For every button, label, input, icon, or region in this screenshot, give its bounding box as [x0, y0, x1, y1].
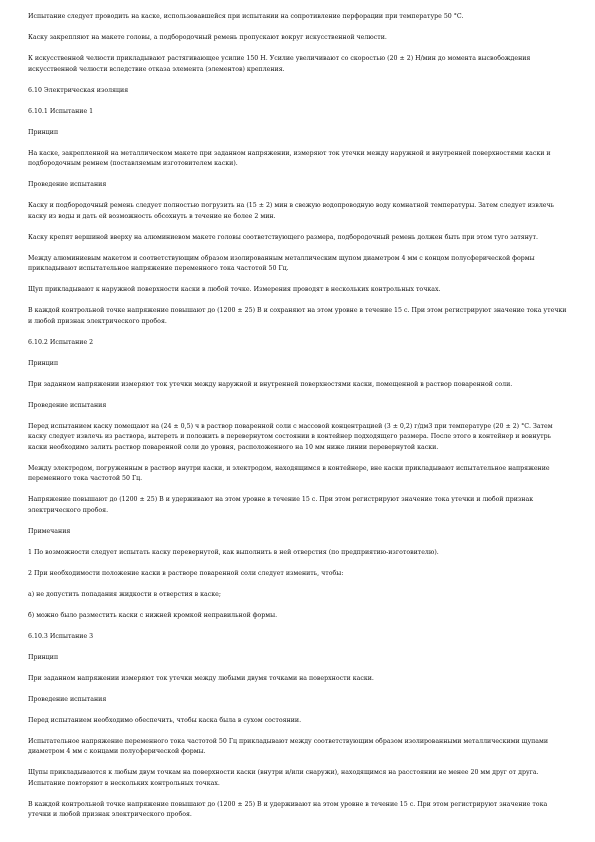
paragraph: В каждой контрольной точке напряжение повышают до (1200 ± 25) В и удерживают на этом уровне в течение 15 с. При этом регистрируют значение тока утечки и любой признак электрического пробоя.	[28, 800, 548, 818]
paragraph: Каску и подбородочный ремень следует полностью погрузить на (15 ± 2) мин в свежую водопроводную воду комнатной температуры. Затем следует извлечь каску из воды и дать ей возможность обсохнуть в течение не более 2 мин.	[28, 202, 555, 220]
paragraph: При заданном напряжении измеряют ток утечки между любыми двумя точками на поверхности каски.	[28, 674, 374, 682]
paragraph: Испытание следует проводить на каске, использовавшейся при испытании на сопротивление перфорации при температуре 50 °С.	[28, 13, 464, 20]
subheading: Примечания	[28, 527, 71, 535]
subheading: Проведение испытания	[28, 695, 107, 703]
subheading: Проведение испытания	[28, 181, 107, 188]
paragraph: Каску крепят вершиной вверху на алюминиевом макете головы соответствующего размера, подбородочный ремень должен быть при этом туго затянут.	[28, 233, 539, 241]
paragraph: В каждой контрольной точке напряжение повышают до (1200 ± 25) В и сохраняют на этом уровне в течение 15 с. При этом регистрируют значение тока утечки и любой признак электрического пробоя.	[28, 307, 567, 325]
subsection-heading: 6.10.3 Испытание 3	[28, 632, 94, 640]
list-item: б) можно было разместить каски с нижней кромкой неправильной формы.	[28, 611, 278, 619]
paragraph: Перед испытанием каску помещают на (24 ± 0,5) ч в раствор поваренной соли с массовой концентрацией (3 ± 0,2) г/дм3 при температуре (20 ± 2) °С. Затем каску следует извлечь из раствора, вытереть и положить в перевернутом состоянии в контейнер подходящего размера. После этого в контейнер и вовнутрь каски необходимо залить раствор поваренной соли до уровня, расположенного на 10 мм ниже линии перевернутой каски.	[28, 422, 553, 451]
subsection-heading: 6.10.1 Испытание 1	[28, 107, 94, 115]
paragraph: При заданном напряжении измеряют ток утечки между наружной и внутренней поверхностями каски, помещенной в раствор поваренной соли.	[28, 380, 513, 388]
list-item: а) не допустить попадания жидкости в отверстия в каске;	[28, 590, 221, 598]
document-page	[28, 12, 568, 831]
section-heading: 6.10 Электрическая изоляция	[28, 86, 129, 94]
paragraph: Перед испытанием необходимо обеспечить, чтобы каска была в сухом состоянии.	[28, 716, 302, 724]
paragraph: На каске, закрепленной на металлическом макете при заданном напряжении, измеряют ток утечки между наружной и внутренней поверхностями каски и подбородочным ремнем (поставляемым изготовителем каски).	[28, 149, 551, 167]
paragraph: Щупы прикладываются к любым двум точкам на поверхности каски (внутри и/или снаружи), находящимся на расстоянии не менее 20 мм друг от друга. Испытание повторяют в нескольких контрольных точках.	[28, 769, 539, 787]
subheading: Принцип	[28, 653, 59, 661]
subheading: Принцип	[28, 128, 59, 136]
subsection-heading: 6.10.2 Испытание 2	[28, 338, 94, 346]
paragraph: Между электродом, погруженным в раствор внутри каски, и электродом, находящимся в контейнере, вне каски прикладывают испытательное напряжение переменного тока частотой 50 Гц.	[28, 464, 550, 482]
paragraph: Между алюминиевым макетом и соответствующим образом изолированным металлическим щупом диаметром 4 мм с концом полусферической формы прикладывают испытательное напряжение переменного тока частотой 50 Гц.	[28, 254, 535, 272]
subheading: Принцип	[28, 359, 59, 367]
note-item: 2 При необходимости положение каски в растворе поваренной соли следует изменить, чтобы:	[28, 569, 344, 577]
subheading: Проведение испытания	[28, 401, 107, 409]
paragraph: К искусственной челюсти прикладывают растягивающее усилие 150 Н. Усилие увеличивают со скоростью (20 ± 2) Н/мин до момента высвобождения искусственной челюсти вследствие отказа элемента (элементов) крепления.	[28, 55, 531, 73]
note-item: 1 По возможности следует испытать каску перевернутой, как выполнить в ней отверстия (по предприятию-изготовителю).	[28, 548, 439, 556]
paragraph: Каску закрепляют на макете головы, а подбородочный ремень пропускают вокруг искусственной челюсти.	[28, 34, 387, 41]
paragraph: Щуп прикладывают к наружной поверхности каски в любой точке. Измерения проводят в нескольких контрольных точках.	[28, 286, 441, 293]
paragraph: Испытательное напряжение переменного тока частотой 50 Гц прикладывают между соответствующим образом изолированными металлическими щупами диаметром 4 мм с концами полусферической формы.	[28, 737, 549, 755]
paragraph: Напряжение повышают до (1200 ± 25) В и удерживают на этом уровне в течение 15 с. При этом регистрируют значение тока утечки и любой признак электрического пробоя.	[28, 496, 534, 514]
